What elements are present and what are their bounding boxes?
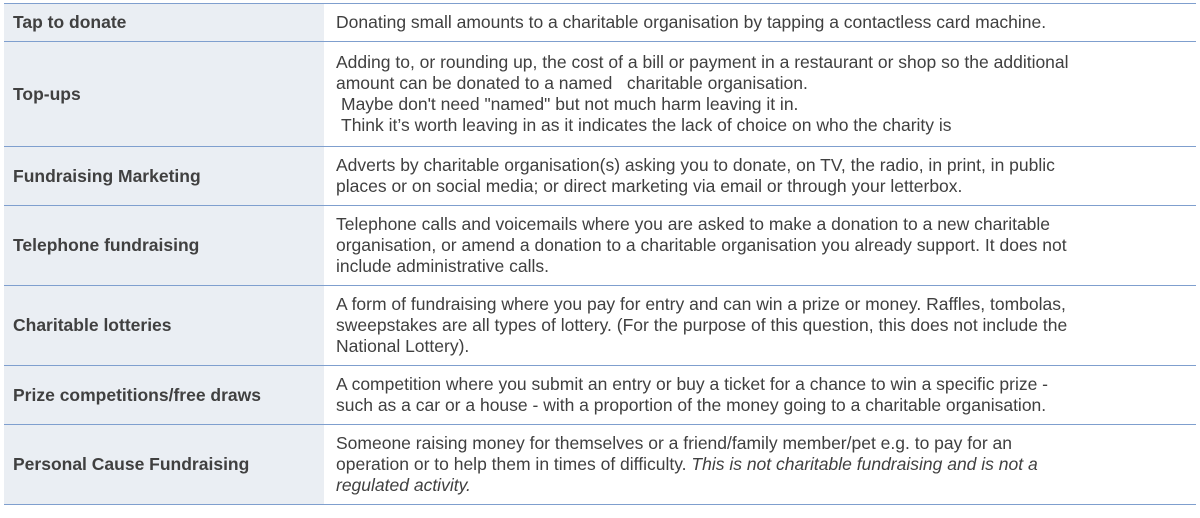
italic-note: This is not charitable fundraising and is not a bbox=[691, 454, 1038, 474]
term-cell: Prize competitions/free draws bbox=[4, 366, 324, 425]
description-cell bbox=[324, 42, 1196, 147]
table-row bbox=[4, 206, 1196, 286]
description-line: Adverts by charitable organisation(s) asking you to donate, on TV, the radio, in print, in public bbox=[336, 155, 1055, 175]
description-cell bbox=[324, 366, 1196, 425]
description-line: Donating small amounts to a charitable organisation by tapping a contactless card machine. bbox=[336, 12, 1047, 32]
table-row bbox=[4, 4, 1196, 42]
term-cell: Personal Cause Fundraising bbox=[4, 425, 324, 505]
description-line: sweepstakes are all types of lottery. (For the purpose of this question, this does not include the bbox=[336, 315, 1068, 335]
term-cell: Charitable lotteries bbox=[4, 286, 324, 366]
description-line: A form of fundraising where you pay for entry and can win a prize or money. Raffles, tombolas, bbox=[336, 294, 1066, 314]
description-cell bbox=[324, 286, 1196, 366]
description-cell bbox=[324, 206, 1196, 286]
description-line: Adding to, or rounding up, the cost of a bill or payment in a restaurant or shop so the additional bbox=[336, 52, 1069, 72]
term-cell: Fundraising Marketing bbox=[4, 147, 324, 206]
table-row bbox=[4, 425, 1196, 505]
description-cell bbox=[324, 4, 1196, 42]
description-cell bbox=[324, 425, 1196, 505]
description-cell bbox=[324, 147, 1196, 206]
description-line: A competition where you submit an entry or buy a ticket for a chance to win a specific prize - bbox=[336, 374, 1049, 394]
description-line bbox=[336, 454, 1186, 475]
description-line: include administrative calls. bbox=[336, 256, 550, 276]
term-cell: Tap to donate bbox=[4, 4, 324, 42]
italic-note: regulated activity. bbox=[336, 475, 471, 495]
comment-line: Think it’s worth leaving in as it indicates the lack of choice on who the charity is bbox=[341, 115, 952, 135]
description-line: National Lottery). bbox=[336, 336, 470, 356]
description-line: Someone raising money for themselves or a friend/family member/pet e.g. to pay for an bbox=[336, 433, 1013, 453]
term-cell: Telephone fundraising bbox=[4, 206, 324, 286]
definitions-table bbox=[4, 3, 1196, 505]
table-row bbox=[4, 42, 1196, 147]
table-row bbox=[4, 366, 1196, 425]
description-line: Telephone calls and voicemails where you are asked to make a donation to a new charitable bbox=[336, 214, 1051, 234]
comment-line: Maybe don't need "named" but not much harm leaving it in. bbox=[341, 94, 799, 114]
description-line bbox=[336, 475, 1186, 496]
table-row bbox=[4, 147, 1196, 206]
description-line: such as a car or a house - with a proportion of the money going to a charitable organisation. bbox=[336, 395, 1047, 415]
description-line: organisation, or amend a donation to a charitable organisation you already support. It does not bbox=[336, 235, 1067, 255]
description-line: places or on social media; or direct marketing via email or through your letterbox. bbox=[336, 176, 963, 196]
description-text: operation or to help them in times of difficulty. bbox=[336, 454, 687, 474]
term-cell: Top-ups bbox=[4, 42, 324, 147]
description-line: amount can be donated to a named charitable organisation. bbox=[336, 73, 808, 93]
table-row bbox=[4, 286, 1196, 366]
